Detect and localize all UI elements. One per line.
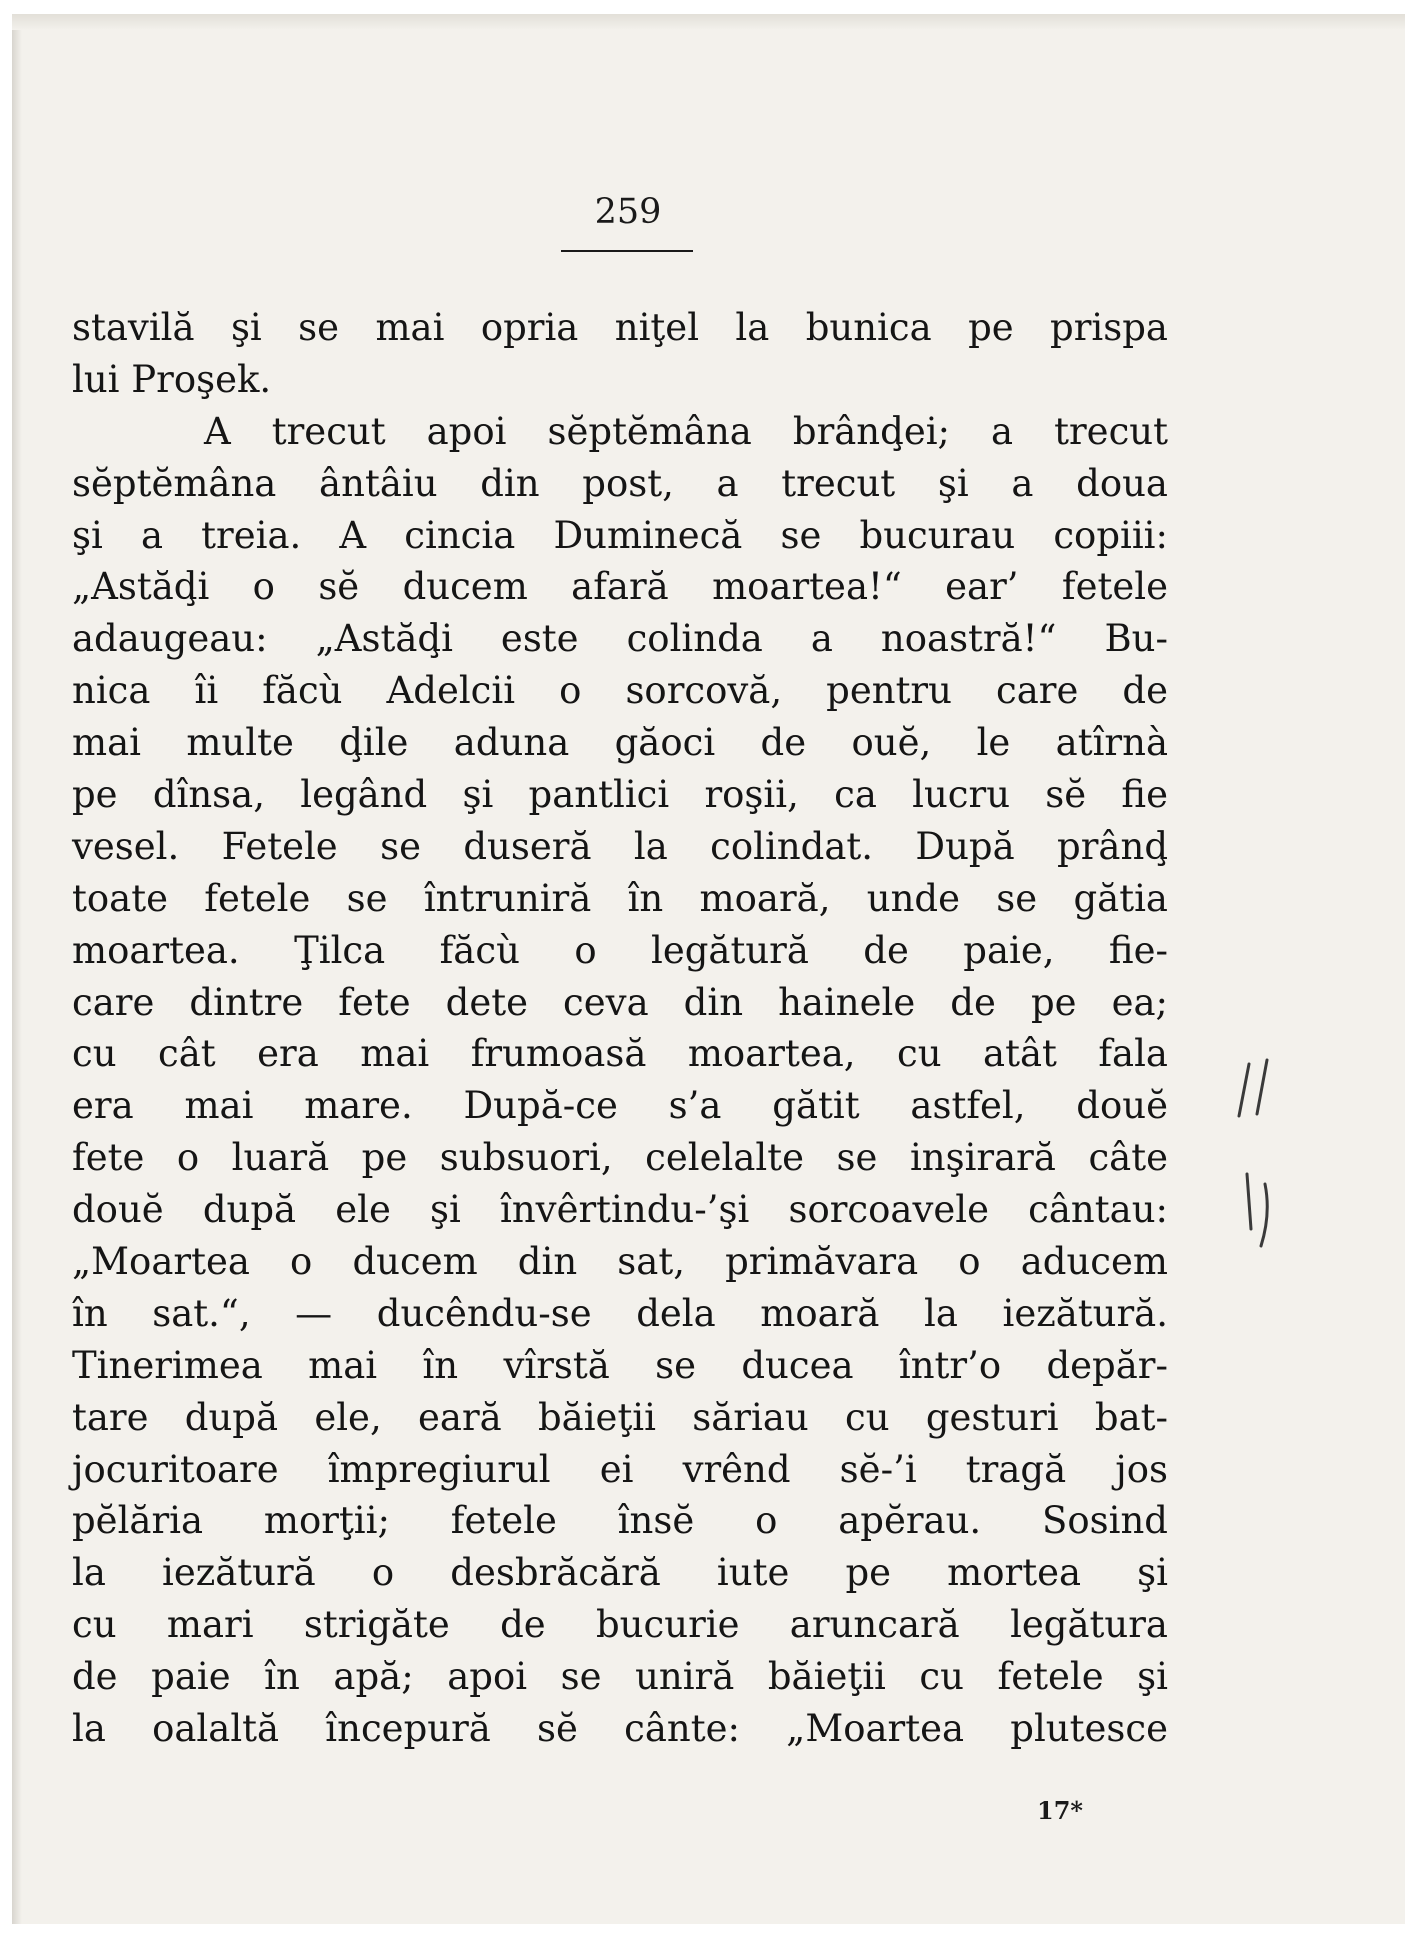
text-line: douĕ după ele şi învêrtindu-’şi sorcoavele cântau: <box>72 1188 1168 1232</box>
text-line: şi a treia. A cincia Duminecă se bucurau copiii: <box>72 513 1168 557</box>
body-text <box>72 302 1168 1755</box>
text-line: pe dînsa, legând şi pantlici roşii, ca lucru sĕ fie <box>72 773 1168 817</box>
text-line: în sat.“, — ducêndu-se dela moară la iezătură. <box>72 1291 1168 1335</box>
text-line: „Astăḑi o sĕ ducem afară moartea!“ ear’ fetele <box>72 565 1168 609</box>
page-top-shadow <box>12 14 1405 30</box>
book-page <box>12 14 1405 1924</box>
text-line: la oalaltă începură sĕ cânte: „Moartea plutesce <box>72 1707 1168 1751</box>
text-line: care dintre fete dete ceva din hainele de pe ea; <box>72 980 1168 1024</box>
text-line: de paie în apă; apoi se uniră băieţii cu fetele şi <box>72 1655 1168 1699</box>
text-line: sĕptĕmâna ântâiu din post, a trecut şi a doua <box>72 461 1168 505</box>
page-number: 259 <box>594 192 662 232</box>
text-line: cu mari strigăte de bucurie aruncară legătura <box>72 1603 1168 1647</box>
text-line: pĕlăria morţii; fetele însĕ o apĕrau. Sosind <box>72 1499 1168 1543</box>
page-number-rule <box>561 250 693 252</box>
text-line: mai multe ḑile aduna găoci de ouĕ, le atîrnà <box>72 721 1168 765</box>
text-line: toate fetele se întruniră în moară, unde se gătia <box>72 876 1168 920</box>
text-line: vesel. Fetele se duseră la colindat. După prânḑ <box>72 824 1168 868</box>
text-line: „Moartea o ducem din sat, primăvara o aducem <box>72 1240 1168 1284</box>
text-line: Tinerimea mai în vîrstă se ducea într’o depăr- <box>72 1343 1168 1387</box>
text-line: stavilă şi se mai opria niţel la bunica pe prispa <box>72 306 1168 349</box>
text-line: moartea. Ţilca făcù o legătură de paie, fie- <box>72 928 1168 972</box>
signature-mark: 17* <box>1037 1796 1083 1825</box>
text-line: tare după ele, eară băieţii săriau cu gesturi bat- <box>72 1395 1168 1439</box>
text-line: adaugeau: „Astăḑi este colinda a noastră!“ Bu- <box>72 617 1168 661</box>
text-line: era mai mare. După-ce s’a gătit astfel, douĕ <box>72 1084 1168 1128</box>
text-line: A trecut apoi sĕptĕmâna brânḑei; a trecut <box>204 409 1168 453</box>
text-line: la iezătură o desbrăcără iute pe mortea şi <box>72 1551 1168 1595</box>
text-line: fete o luară pe subsuori, celelalte se inşirară câte <box>72 1136 1168 1180</box>
text-line: nica îi făcù Adelcii o sorcovă, pentru care de <box>72 669 1168 713</box>
page-spine-shadow <box>12 14 22 1924</box>
text-line: jocuritoare împregiurul ei vrênd sĕ-’i tragă jos <box>72 1447 1168 1491</box>
text-line: cu cât era mai frumoasă moartea, cu atât fala <box>72 1032 1168 1076</box>
pencil-margin-marks <box>1227 1024 1317 1304</box>
text-line: lui Proşek. <box>72 357 272 401</box>
